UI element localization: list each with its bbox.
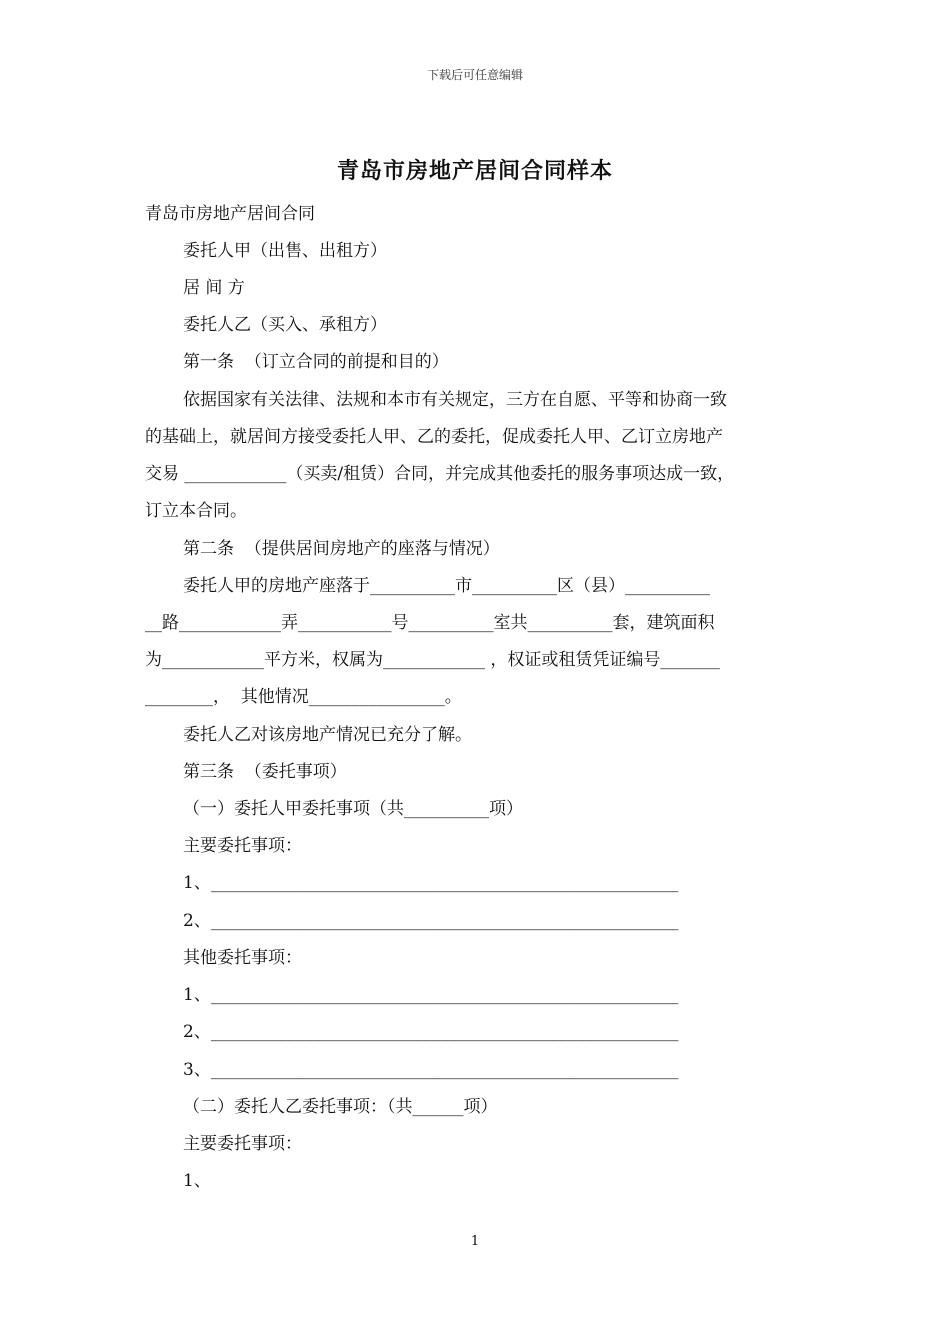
paragraph-line: 的基础上，就居间方接受委托人甲、乙的委托，促成委托人甲、乙订立房地产 [145,427,723,447]
paragraph-line: 为____________平方米，权属为____________ ，权证或租赁凭证编号_______ [145,650,720,670]
paragraph-line: 交易 ____________（买卖/租赁）合同，并完成其他委托的服务事项达成一致， [145,464,735,484]
page-number: 1 [470,1234,480,1249]
party-a-line: 委托人甲（出售、出租方） [183,241,387,261]
paragraph-line: 委托人甲的房地产座落于__________市__________区（县）__________ [183,576,710,596]
subheading: 主要委托事项： [183,1134,302,1154]
article-1-heading: 第一条 （订立合同的前提和目的） [183,352,449,372]
paragraph-line: ________， 其他情况________________。 [145,687,462,707]
list-item: 1、_______________________________________________________ [183,985,679,1005]
article-2-heading: 第二条 （提供居间房地产的座落与情况） [183,539,500,559]
list-item: 2、_______________________________________________________ [183,1022,679,1042]
paragraph-line: 依据国家有关法律、法规和本市有关规定，三方在自愿、平等和协商一致 [183,390,727,410]
contract-heading: 青岛市房地产居间合同 [145,204,315,224]
paragraph-line: 订立本合同。 [145,501,247,521]
section-heading: （二）委托人乙委托事项：（共______项） [183,1097,498,1117]
subheading: 主要委托事项： [183,836,302,856]
subheading: 其他委托事项： [183,948,302,968]
party-b-line: 委托人乙（买入、承租方） [183,315,387,335]
document-title: 青岛市房地产居间合同样本 [336,158,613,184]
page-header: 下载后可任意编辑 [426,68,523,82]
article-3-heading: 第三条 （委托事项） [183,762,347,782]
section-heading: （一）委托人甲委托事项（共__________项） [183,799,523,819]
paragraph-line: 委托人乙对该房地产情况已充分了解。 [183,725,472,745]
list-item: 2、_______________________________________________________ [183,911,679,931]
list-item: 3、_______________________________________________________ [183,1060,679,1080]
paragraph-line: __路____________弄___________号__________室共__________套，建筑面积 [145,613,715,633]
list-item: 1、_______________________________________________________ [183,873,679,893]
intermediary-line: 居 间 方 [183,278,245,298]
list-item: 1、 [183,1171,211,1191]
